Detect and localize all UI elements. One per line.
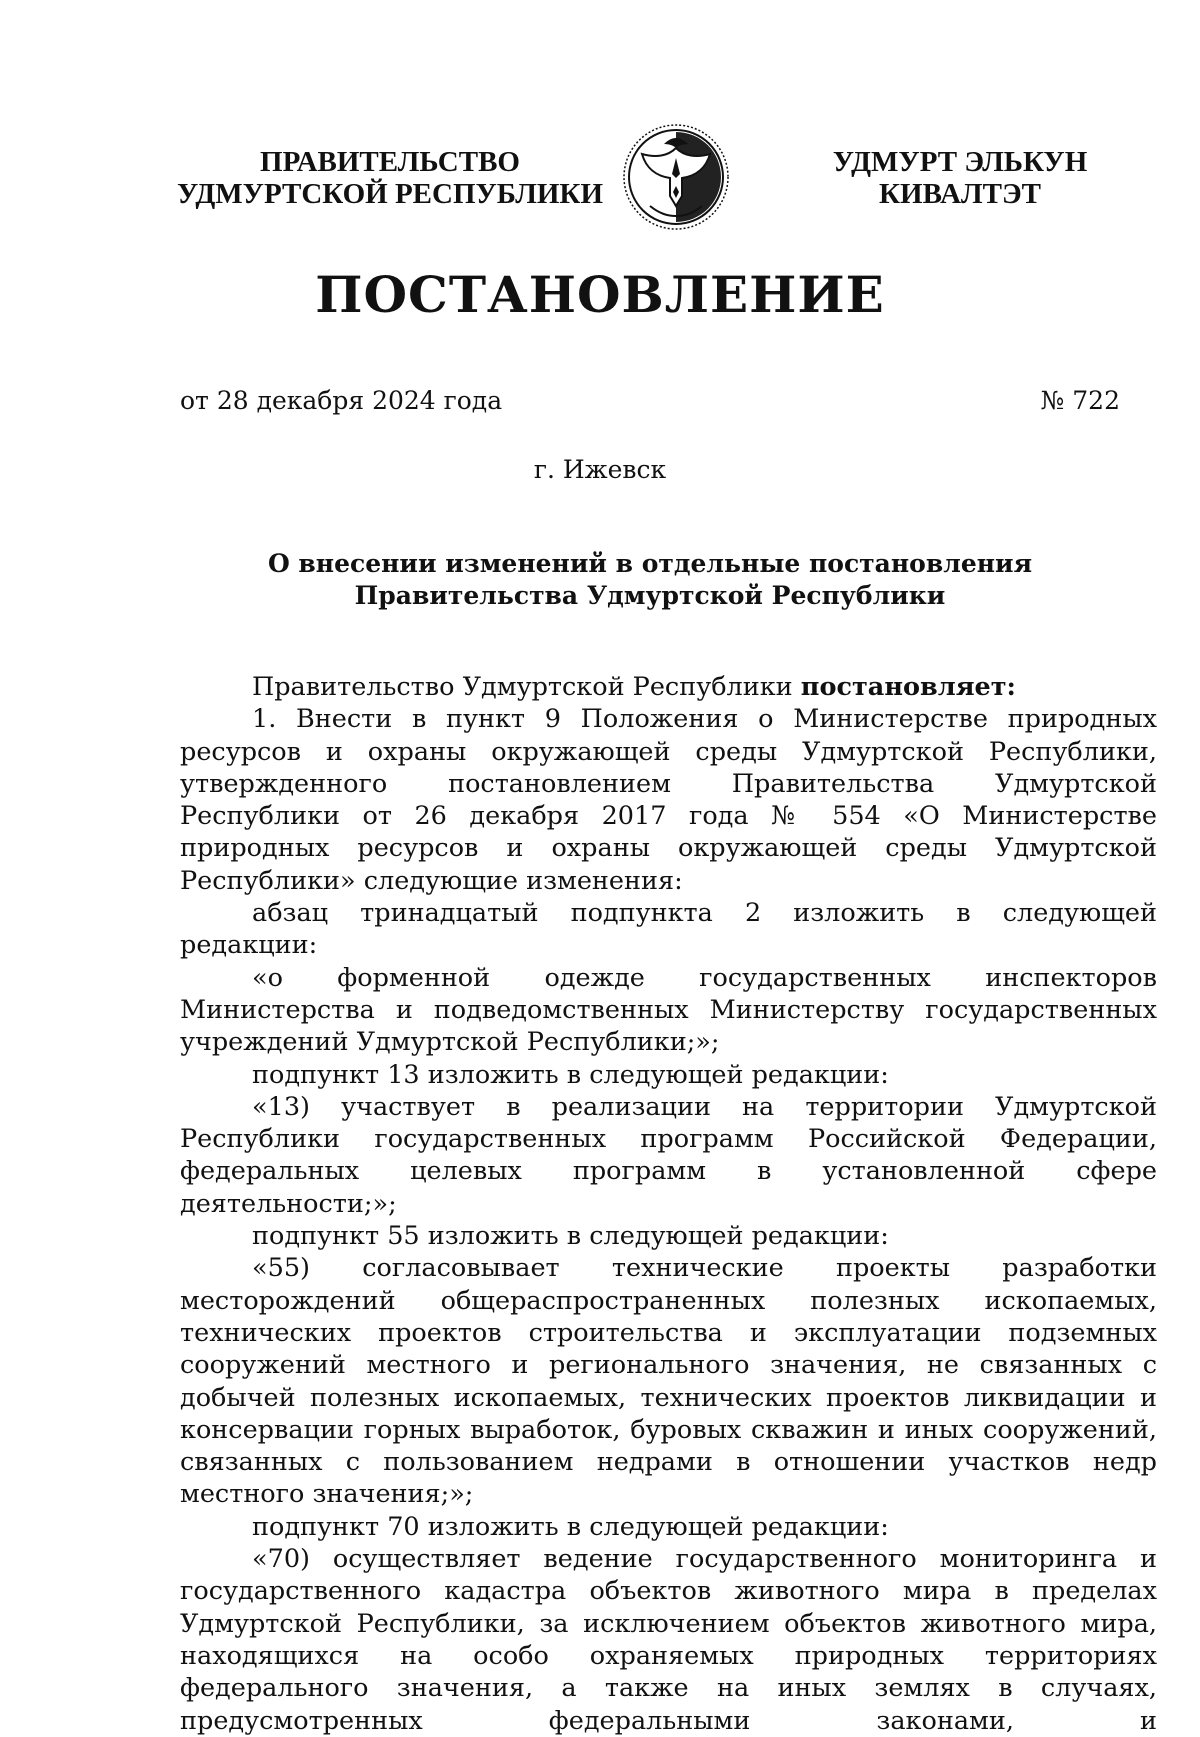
document-body: [180, 671, 1157, 1737]
header-right-line2: КИВАЛТЭТ: [878, 178, 1041, 210]
document-city: г. Ижевск: [533, 455, 667, 484]
body-paragraph: подпункт 55 изложить в следующей редакции:: [252, 1221, 889, 1252]
header-right-line1: УДМУРТ ЭЛЬКУН: [832, 146, 1088, 178]
document-title: ПОСТАНОВЛЕНИЕ: [315, 265, 885, 324]
body-paragraph: «70) осуществляет ведение государственного мониторинга и государственного кадастра объектов животного мира в пределах Удмуртской Республики, за исключением объектов животного мира, находящихся на особо охраняемых природных территориях федерального значения, а также на иных землях в случаях, предусмотренных федеральными законами, и: [180, 1544, 1157, 1736]
decree-word: постановляет:: [800, 672, 1016, 702]
header-left-line1: ПРАВИТЕЛЬСТВО: [260, 146, 520, 178]
body-paragraph: «13) участвует в реализации на территории Удмуртской Республики государственных программ Российской Федерации, федеральных целевых программ в установленной сфере деятельности;»;: [180, 1091, 1157, 1219]
document-subject: [180, 548, 1120, 612]
body-paragraph: «55) согласовывает технические проекты разработки месторождений общераспространенных полезных ископаемых, технических проектов строительства и эксплуатации подземных сооружений местного и регионального значения, не связанных с добычей полезных ископаемых, технических проектов ликвидации и консервации горных выработок, буровых скважин и иных сооружений, связанных с пользованием недрами в отношении участков недр местного значения;»;: [180, 1253, 1157, 1510]
subject-line2: Правительства Удмуртской Республики: [354, 581, 946, 610]
udmurt-coat-of-arms-icon: [620, 118, 732, 236]
document-date: от 28 декабря 2024 года: [180, 386, 503, 415]
subject-line1: О внесении изменений в отдельные постановления: [267, 549, 1033, 578]
body-paragraph: абзац тринадцатый подпункта 2 изложить в следующей редакции:: [180, 898, 1157, 961]
body-paragraph: 1. Внести в пункт 9 Положения о Министерстве природных ресурсов и охраны окружающей среды Удмуртской Республики, утвержденного постановлением Правительства Удмуртской Республики от 26 декабря 2017 года № 554 «О Министерстве природных ресурсов и охраны окружающей среды Удмуртской Республики» следующие изменения:: [180, 704, 1157, 896]
document-number: № 722: [1040, 386, 1120, 415]
intro-text: Правительство Удмуртской Республики: [252, 672, 801, 702]
header-right-block: [800, 146, 1120, 210]
header-left-line2: УДМУРТСКОЙ РЕСПУБЛИКИ: [176, 178, 604, 210]
intro-paragraph: [180, 671, 1157, 703]
body-paragraph: «о форменной одежде государственных инспекторов Министерства и подведомственных Министерству государственных учреждений Удмуртской Республики;»;: [180, 962, 1157, 1058]
body-paragraph: подпункт 13 изложить в следующей редакции:: [252, 1059, 889, 1090]
header-left-block: [175, 146, 605, 210]
body-paragraph: подпункт 70 изложить в следующей редакции:: [252, 1511, 889, 1542]
